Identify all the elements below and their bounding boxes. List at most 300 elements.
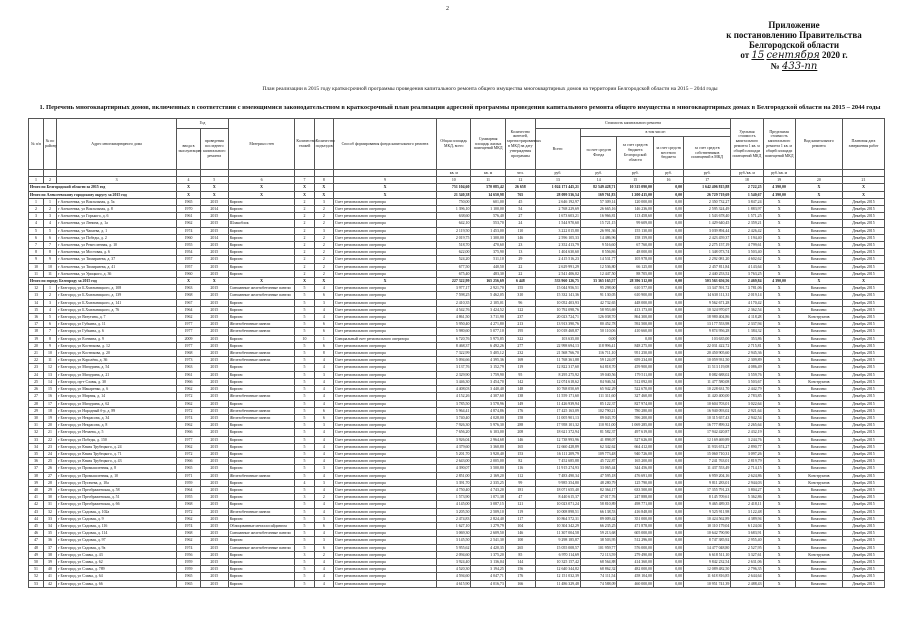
- table-cell: 41 898,07: [580, 436, 617, 443]
- table-cell: 11 307 004,58: [535, 530, 580, 537]
- table-cell: 4: [314, 364, 333, 371]
- table-cell: Комплекс: [795, 357, 842, 364]
- table-cell: 8: [44, 335, 57, 342]
- table-cell: Декабрь 2015: [842, 234, 884, 241]
- table-cell: 2015: [200, 443, 228, 450]
- table-cell: X: [842, 184, 884, 191]
- table-cell: 0,00: [653, 292, 683, 299]
- table-cell: 0,00: [653, 479, 683, 486]
- table-cell: 6 970 114,69: [535, 551, 580, 558]
- table-cell: Комплекс: [795, 407, 842, 414]
- table-cell: 2 359,21: [731, 220, 763, 227]
- table-cell: Комплекс: [795, 227, 842, 234]
- table-cell: 11 559 171,60: [535, 393, 580, 400]
- table-cell: Кирпич: [228, 206, 295, 213]
- table-cell: 518,70: [437, 242, 471, 249]
- table-cell: 3 424,52: [471, 306, 505, 313]
- table-cell: 6: [228, 177, 295, 184]
- table-cell: руб./кв. м: [763, 170, 795, 177]
- table-cell: 47 595,18: [580, 472, 617, 479]
- table-cell: 410 660,00: [617, 328, 654, 335]
- table-cell: 2 275 157,19: [684, 242, 731, 249]
- table-cell: Кирпич: [228, 378, 295, 385]
- table-cell: Кирпич: [228, 306, 295, 313]
- table-cell: 2 309,89: [731, 357, 763, 364]
- table-cell: 25: [44, 458, 57, 465]
- table-cell: 146: [505, 234, 535, 241]
- table-cell: Счет регионального оператора: [333, 580, 436, 587]
- table-cell: 2015: [200, 501, 228, 508]
- table-cell: Счет регионального оператора: [333, 566, 436, 573]
- table-cell: 88 705,00: [617, 270, 654, 277]
- table-cell: 20: [44, 422, 57, 429]
- table-cell: Декабрь 2015: [842, 522, 884, 529]
- table-cell: 17: [684, 177, 731, 184]
- table-body: [29, 170, 885, 588]
- table-cell: X: [333, 191, 436, 198]
- table-cell: Комплекс: [795, 522, 842, 529]
- table-cell: X: [333, 184, 436, 191]
- table-cell: 232: [505, 350, 535, 357]
- table-cell: 0,00: [653, 306, 683, 313]
- table-cell: 664 412,00: [617, 443, 654, 450]
- table-cell: 8 747 385,92: [684, 537, 731, 544]
- table-cell: 14 630 111,31: [684, 292, 731, 299]
- table-cell: 1 200 415,00: [617, 191, 654, 198]
- table-cell: 5: [295, 472, 314, 479]
- table-cell: 33: [29, 436, 44, 443]
- table-cell: X: [763, 558, 795, 565]
- table-cell: 110 911,00: [580, 422, 617, 429]
- summary-row: [29, 184, 885, 191]
- table-cell: 1962: [177, 537, 201, 544]
- table-cell: 0,00: [653, 472, 683, 479]
- table-cell: 26 729 719,69: [684, 191, 731, 198]
- table-cell: Декабрь 2015: [842, 314, 884, 321]
- table-row: [29, 400, 885, 407]
- table-cell: X: [200, 191, 228, 198]
- table-cell: Комплекс: [795, 443, 842, 450]
- table-cell: 100: [505, 537, 535, 544]
- table-cell: 3 683,91: [731, 530, 763, 537]
- table-cell: 8: [44, 249, 57, 256]
- table-cell: г Белгород, ул Князя Трубецкого, д. 71: [56, 450, 176, 457]
- table-cell: Счет регионального оператора: [333, 501, 436, 508]
- table-cell: X: [795, 191, 842, 198]
- table-cell: 6: [314, 292, 333, 299]
- table-cell: Декабрь 2015: [842, 206, 884, 213]
- table-cell: Счет регионального оператора: [333, 530, 436, 537]
- table-cell: 213: [505, 321, 535, 328]
- table-cell: 0,00: [653, 486, 683, 493]
- hdr-entrances: Количество подъездов: [314, 119, 333, 170]
- summary-row: [29, 191, 885, 198]
- table-cell: 5: [295, 342, 314, 349]
- table-cell: 2015: [200, 306, 228, 313]
- table-cell: 103 635,00: [535, 335, 580, 342]
- table-cell: 7 483 490,34: [535, 472, 580, 479]
- table-cell: X: [763, 566, 795, 573]
- table-cell: 522 670,00: [617, 386, 654, 393]
- table-cell: 12 822 317,60: [535, 364, 580, 371]
- table-cell: 470,60: [471, 242, 505, 249]
- table-cell: 10 052 403,93: [535, 299, 580, 306]
- table-cell: 8 556,86: [580, 249, 617, 256]
- table-cell: 3 087,15: [471, 501, 505, 508]
- table-cell: г Алексеевка, ул Вокзальная, д. 5а: [56, 198, 176, 205]
- table-cell: 28 396 312,00: [617, 278, 654, 285]
- table-row: [29, 479, 885, 486]
- table-cell: 4 408,03: [437, 386, 471, 393]
- table-cell: 5 964,41: [437, 407, 471, 414]
- table-cell: 9: [44, 256, 57, 263]
- table-cell: 5: [295, 544, 314, 551]
- table-cell: 0,00: [653, 342, 683, 349]
- table-cell: 1 544 970,60: [535, 220, 580, 227]
- table-cell: 4 750,40: [437, 486, 471, 493]
- table-cell: 5: [29, 227, 44, 234]
- appendix-line2: к постановлению Правительства: [726, 30, 862, 40]
- table-cell: 23: [29, 364, 44, 371]
- table-cell: 1 404 630,60: [535, 249, 580, 256]
- table-cell: г Белгород, ул Губкина, д. 6: [56, 328, 176, 335]
- table-cell: 0,00: [653, 537, 683, 544]
- table-row: [29, 350, 885, 357]
- table-cell: 2: [295, 227, 314, 234]
- table-cell: Комплекс: [795, 364, 842, 371]
- table-cell: Комплекс: [795, 321, 842, 328]
- table-cell: 2015: [200, 537, 228, 544]
- table-cell: Кирпич: [228, 263, 295, 270]
- table-row: [29, 551, 885, 558]
- table-cell: 2 851,00: [437, 472, 471, 479]
- table-cell: 2 350 732,27: [684, 198, 731, 205]
- table-cell: X: [763, 551, 795, 558]
- table-cell: 3 785,50: [437, 400, 471, 407]
- hdr-method: Способ формирования фонда капитального ремонта: [333, 119, 436, 170]
- appendix-title: Приложение: [768, 20, 820, 30]
- table-cell: 15 332 141,36: [535, 292, 580, 299]
- table-cell: 165: [505, 443, 535, 450]
- table-cell: 10: [437, 177, 471, 184]
- table-cell: Декабрь 2015: [842, 530, 884, 537]
- table-cell: 12 660 428,89: [535, 443, 580, 450]
- table-cell: 104: [505, 522, 535, 529]
- table-cell: г Белгород, ул Народный б-р, д. 89: [56, 407, 176, 414]
- table-cell: 11: [44, 357, 57, 364]
- table-cell: Комплекс: [795, 393, 842, 400]
- table-cell: 20: [29, 342, 44, 349]
- table-cell: 15 721,15: [580, 220, 617, 227]
- table-cell: 3: [314, 198, 333, 205]
- table-cell: Кирпич: [228, 299, 295, 306]
- table-cell: 1968: [177, 530, 201, 537]
- table-cell: Декабрь 2015: [842, 573, 884, 580]
- table-cell: 6 492,26: [471, 342, 505, 349]
- table-cell: Декабрь 2015: [842, 494, 884, 501]
- table-cell: 0,00: [653, 458, 683, 465]
- table-cell: Декабрь 2015: [842, 558, 884, 565]
- table-cell: 2 094,60: [437, 551, 471, 558]
- table-cell: 2 335,25: [471, 479, 505, 486]
- table-cell: 2 432,19: [731, 429, 763, 436]
- table-cell: 4 390,00: [763, 191, 795, 198]
- table-cell: X: [333, 278, 436, 285]
- hdr-max-cost: Предельная стоимость капитального ремонта 1 кв. м общей площади помещений МКД: [763, 119, 795, 170]
- table-cell: 18 621 372,94: [535, 429, 580, 436]
- hdr-year-group: Год: [177, 119, 229, 129]
- table-cell: 17 425 163,09: [535, 407, 580, 414]
- table-cell: [795, 170, 842, 177]
- table-cell: 10 951 741,39: [684, 580, 731, 587]
- table-cell: 5: [295, 508, 314, 515]
- table-cell: 1: [314, 335, 333, 342]
- table-cell: Комплекс: [795, 242, 842, 249]
- table-cell: 40: [44, 566, 57, 573]
- table-cell: Декабрь 2015: [842, 335, 884, 342]
- table-row: [29, 342, 885, 349]
- table-cell: 35: [29, 450, 44, 457]
- table-cell: 2015: [200, 299, 228, 306]
- table-cell: 2015: [200, 573, 228, 580]
- table-cell: 527 626,00: [617, 436, 654, 443]
- table-cell: 169: [505, 357, 535, 364]
- table-cell: Счет регионального оператора: [333, 220, 436, 227]
- table-cell: 3 924,40: [437, 558, 471, 565]
- table-cell: г Белгород, ул Преображенская, д. 66: [56, 501, 176, 508]
- table-cell: 4 861,50: [437, 314, 471, 321]
- table-cell: 6: [314, 407, 333, 414]
- table-cell: 2 019,75: [437, 234, 471, 241]
- table-cell: Декабрь 2015: [842, 213, 884, 220]
- table-cell: 10: [44, 350, 57, 357]
- table-cell: 2: [295, 256, 314, 263]
- table-cell: 751 104,60: [437, 184, 471, 191]
- table-cell: 181: [505, 486, 535, 493]
- table-cell: Комплекс: [795, 508, 842, 515]
- table-cell: 14 486,96: [580, 234, 617, 241]
- table-cell: 2 819,79: [731, 458, 763, 465]
- table-cell: 155: [505, 285, 535, 292]
- table-cell: 5: [295, 422, 314, 429]
- table-cell: X: [763, 393, 795, 400]
- table-cell: 158: [505, 414, 535, 421]
- table-cell: Декабрь 2015: [842, 256, 884, 263]
- table-cell: 1955: [177, 494, 201, 501]
- table-cell: 4: [314, 393, 333, 400]
- table-cell: 5: [295, 573, 314, 580]
- table-cell: 4: [44, 220, 57, 227]
- table-cell: 53: [29, 580, 44, 587]
- table-row: [29, 364, 885, 371]
- table-cell: Кирпич: [228, 242, 295, 249]
- table-cell: 20 450 905,60: [684, 350, 731, 357]
- table-cell: 11 618 816,85: [684, 573, 731, 580]
- table-cell: 4 390,00: [763, 184, 795, 191]
- table-cell: 1 300,00: [471, 234, 505, 241]
- table-cell: г Белгород, ул Славы, д. 43: [56, 551, 176, 558]
- table-cell: 0,00: [653, 213, 683, 220]
- table-cell: г Белгород, ул Губкина, д. 11: [56, 321, 176, 328]
- table-cell: 6 618 511,10: [684, 551, 731, 558]
- table-cell: 1 453,00: [471, 227, 505, 234]
- table-cell: г Белгород, ул Садовая, д. 102а: [56, 508, 176, 515]
- table-cell: 1970: [177, 206, 201, 213]
- table-cell: X: [763, 530, 795, 537]
- table-cell: X: [228, 191, 295, 198]
- table-cell: Комплекс: [795, 414, 842, 421]
- table-cell: 9 842 232,54: [684, 558, 731, 565]
- table-cell: 1965: [177, 465, 201, 472]
- table-cell: 18: [29, 328, 44, 335]
- table-cell: 1962: [177, 400, 201, 407]
- table-cell: Комплекс: [795, 198, 842, 205]
- table-cell: 2 292 081,20: [684, 256, 731, 263]
- table-cell: 2015: [200, 350, 228, 357]
- table-cell: 2015: [200, 263, 228, 270]
- table-cell: г Белгород, ул Есенина, д. 9: [56, 335, 176, 342]
- table-cell: 601,00: [471, 198, 505, 205]
- table-cell: 0,00: [653, 198, 683, 205]
- summary-row: [29, 278, 885, 285]
- table-cell: Счет регионального оператора: [333, 314, 436, 321]
- table-cell: 11: [44, 270, 57, 277]
- table-cell: 2: [295, 242, 314, 249]
- units-row: [29, 170, 885, 177]
- table-cell: г Белгород, ул Б.Хмельницкого, д. 139: [56, 292, 176, 299]
- table-cell: Декабрь 2015: [842, 436, 884, 443]
- table-cell: 1 759,90: [471, 371, 505, 378]
- table-cell: 2: [295, 220, 314, 227]
- table-cell: 10 768 050,69: [535, 386, 580, 393]
- table-cell: г Белгород, ул Садовая, д. 9: [56, 515, 176, 522]
- table-cell: X: [763, 479, 795, 486]
- table-cell: 176: [505, 573, 535, 580]
- table-cell: 8: [314, 350, 333, 357]
- table-cell: 32: [29, 429, 44, 436]
- table-cell: 5: [295, 443, 314, 450]
- table-cell: Комплекс: [795, 486, 842, 493]
- table-cell: 2: [314, 242, 333, 249]
- table-cell: Комплекс: [795, 234, 842, 241]
- table-cell: 0,00: [653, 357, 683, 364]
- table-cell: 4: [314, 443, 333, 450]
- table-cell: X: [763, 371, 795, 378]
- table-cell: 951 250,00: [617, 350, 654, 357]
- table-cell: 1 279,79: [471, 522, 505, 529]
- table-cell: 3 559,76: [731, 371, 763, 378]
- table-cell: г Белгород, ул Садовая, д. 116: [56, 522, 176, 529]
- table-cell: X: [763, 321, 795, 328]
- table-cell: г Алексеевка, ул Вокзальная, д. 8: [56, 206, 176, 213]
- table-cell: 17 942 420,87: [684, 429, 731, 436]
- table-cell: 0,00: [653, 400, 683, 407]
- table-cell: 66 138,53: [580, 508, 617, 515]
- table-row: [29, 544, 885, 551]
- table-cell: 1962: [177, 314, 201, 321]
- table-cell: Кирпич: [228, 580, 295, 587]
- table-row: [29, 314, 885, 321]
- table-cell: 1963: [177, 364, 201, 371]
- table-cell: 14 531,77: [580, 256, 617, 263]
- table-cell: 2015: [200, 465, 228, 472]
- table-cell: 40: [29, 486, 44, 493]
- table-cell: 3 136,04: [471, 558, 505, 565]
- table-row: [29, 414, 885, 421]
- table-cell: 15 055 008,57: [535, 544, 580, 551]
- table-cell: 20: [795, 177, 842, 184]
- table-cell: 12 536,80: [580, 263, 617, 270]
- table-cell: 12: [29, 285, 44, 292]
- table-cell: 2015: [200, 314, 228, 321]
- table-cell: 34: [44, 522, 57, 529]
- table-cell: 4 520,30: [437, 566, 471, 573]
- table-cell: 4: [314, 285, 333, 292]
- table-cell: 74 111,54: [580, 573, 617, 580]
- table-cell: Декабрь 2015: [842, 515, 884, 522]
- table-cell: X: [763, 299, 795, 306]
- table-cell: 2015: [200, 407, 228, 414]
- hdr-floors: Количество этажей: [295, 119, 314, 170]
- table-cell: 413 173,00: [617, 306, 654, 313]
- table-cell: 11 768 361,88: [535, 357, 580, 364]
- table-cell: 2015: [200, 285, 228, 292]
- table-cell: Счет регионального оператора: [333, 407, 436, 414]
- table-cell: 44: [29, 515, 44, 522]
- table-cell: г Алексеевка, ул Урицкого, д. 36: [56, 270, 176, 277]
- table-cell: г Белгород, ул Костюкова, д. 20: [56, 350, 176, 357]
- table-cell: 18: [44, 407, 57, 414]
- table-cell: 22: [44, 436, 57, 443]
- table-cell: 39 040,56: [580, 371, 617, 378]
- table-cell: 4 143,64: [731, 263, 763, 270]
- table-cell: 19: [29, 335, 44, 342]
- table-cell: 30: [29, 414, 44, 421]
- table-cell: 2 474,83: [437, 515, 471, 522]
- table-cell: X: [200, 184, 228, 191]
- table-cell: 16: [29, 314, 44, 321]
- table-cell: г Алексеевка, ул Тимирязева, д. 37: [56, 256, 176, 263]
- table-cell: Декабрь 2015: [842, 342, 884, 349]
- table-cell: 375,90: [471, 249, 505, 256]
- table-cell: Счет регионального оператора: [333, 393, 436, 400]
- section-title: 1. Перечень многоквартирных домов, включенных в соответствии с имеющимися законодательством в краткосрочный план реализации адресной программы проведения капитального ремонта общего имущества в многоквартирных домах в Белгородской области на 2015 – 2044 годы: [39, 104, 881, 111]
- table-cell: Кирпич: [228, 227, 295, 234]
- table-cell: 2 329,90: [437, 371, 471, 378]
- table-cell: 2 646 192,97: [535, 198, 580, 205]
- table-cell: руб.: [580, 170, 617, 177]
- table-cell: 2 105,01: [471, 299, 505, 306]
- table-cell: Счет регионального оператора: [333, 458, 436, 465]
- table-cell: 6 124,04: [731, 522, 763, 529]
- table-cell: 8 468,37: [437, 342, 471, 349]
- table-cell: 2: [44, 177, 57, 184]
- table-cell: Облицованные металлосайдингом: [228, 522, 295, 529]
- table-cell: 5 094,66: [437, 357, 471, 364]
- table-row: [29, 234, 885, 241]
- table-cell: 610 900,00: [617, 292, 654, 299]
- table-cell: 940 726,00: [617, 450, 654, 457]
- table-cell: 36: [29, 458, 44, 465]
- table-cell: 2015: [200, 479, 228, 486]
- table-cell: 2015: [200, 566, 228, 573]
- table-cell: Кирпич: [228, 494, 295, 501]
- table-cell: Декабрь 2015: [842, 501, 884, 508]
- table-cell: 165 256,69: [471, 278, 505, 285]
- table-cell: 512 296,00: [617, 537, 654, 544]
- table-cell: 1964: [177, 486, 201, 493]
- table-cell: Смешанные железобетонные панели: [228, 292, 295, 299]
